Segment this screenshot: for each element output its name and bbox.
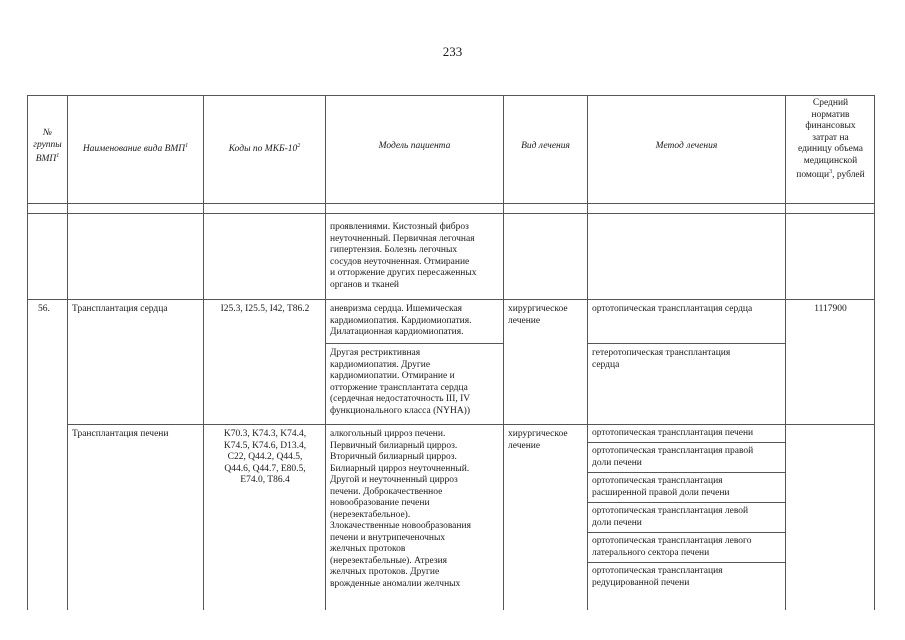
header-average-cost-tail: , рублей	[832, 170, 865, 181]
header-treatment-method-text: Метод лечения	[655, 141, 718, 151]
header-group-number-text: № группы ВМП	[33, 128, 62, 165]
treatment-method-liver-2: ортотопическая трансплантация правой доли печени	[592, 446, 754, 468]
treatment-method-liver-4: ортотопическая трансплантация левой доли печени	[592, 506, 749, 528]
vmp-name-liver: Трансплантация печени	[72, 429, 169, 439]
header-treatment-type-text: Вид лечения	[521, 141, 570, 151]
header-patient-model-text: Модель пациента	[378, 141, 451, 151]
method-divider	[587, 562, 785, 563]
header-patient-model	[326, 141, 503, 153]
header-average-cost	[786, 98, 875, 182]
header-vmp-name-text: Наименование вида ВМП	[82, 144, 186, 155]
patient-model-heart-2: Другая рестриктивная кардиомиопатия. Другие кардиомиопатии. Отмирание и отторжение трансплантата сердца (сердечная недостаточность III, IV функционального класса (NYHA))	[330, 348, 471, 416]
row-divider	[27, 299, 875, 300]
footnote-mark: 3	[829, 169, 833, 175]
footnote-mark: 1	[56, 153, 60, 159]
header-average-cost-text: Средний норматив финансовых затрат на единицу объема медицинской помощи	[796, 98, 864, 181]
header-icd-codes	[204, 141, 325, 156]
method-divider	[587, 472, 785, 473]
col-divider	[325, 95, 326, 610]
treatment-method-liver-5: ортотопическая трансплантация левого латерального сектора печени	[592, 536, 752, 558]
col-divider	[67, 95, 68, 610]
header-vmp-name	[68, 141, 203, 156]
average-cost-heart: 1117900	[814, 304, 847, 314]
col-divider	[203, 95, 204, 610]
treatment-method-heart-2: гетеротопическая трансплантация сердца	[592, 348, 731, 370]
group-number: 56.	[38, 304, 50, 314]
continuation-patient-model: проявлениями. Кистозный фиброз неуточненный. Первичная легочная гипертензия. Болезнь легочных сосудов неуточненная. Отмирание и отторжение других пересаженных органов и тканей	[330, 222, 477, 290]
treatment-method-liver-1: ортотопическая трансплантация печени	[592, 428, 754, 438]
row-divider	[67, 424, 875, 425]
method-divider	[587, 532, 785, 533]
treatment-method-liver-3: ортотопическая трансплантация расширенной правой доли печени	[592, 476, 730, 498]
icd-codes-liver: K70.3, K74.3, K74.4, K74.5, K74.6, D13.4, C22, Q44.2, Q44.5, Q44.6, Q44.7, E80.5, E74.0, T86.4	[223, 429, 307, 485]
header-treatment-type	[504, 141, 587, 153]
header-bottom-line	[27, 203, 875, 204]
footnote-mark: 2	[297, 143, 301, 149]
header-subline	[27, 213, 875, 214]
patient-model-liver: алкогольный цирроз печени. Первичный билиарный цирроз. Вторичный билиарный цирроз. Билиарный цирроз неуточненный. Другой и неуточненный цирроз печени. Доброкачественное новообразование печени (нерезектабельное). Злокачественные новообразования печени и внутрипеченочных желчных протоков (нерезектабельные). Атрезия желчных протоков. Другие врожденные аномалии желчных	[330, 429, 471, 589]
col-divider	[503, 95, 504, 610]
method-divider	[587, 442, 785, 443]
row-divider	[587, 343, 785, 344]
header-icd-codes-text: Коды по МКБ-10	[228, 144, 298, 155]
row-divider	[325, 343, 503, 344]
header-group-number	[28, 128, 67, 166]
treatment-method-liver-6: ортотопическая трансплантация редуцированной печени	[592, 566, 723, 588]
icd-codes-heart: I25.3, I25.5, I42, T86.2	[220, 304, 310, 314]
footnote-mark: 1	[185, 143, 189, 149]
header-treatment-method	[588, 141, 785, 153]
treatment-method-heart-1: ортотопическая трансплантация сердца	[592, 304, 753, 314]
patient-model-heart-1: аневризма сердца. Ишемическая кардиомиопатия. Кардиомиопатия. Дилатационная кардиомиопатия.	[330, 304, 472, 337]
vmp-name-heart: Трансплантация сердца	[72, 304, 168, 314]
page-number: 233	[442, 44, 463, 59]
method-divider	[587, 502, 785, 503]
treatment-type-heart: хирургическое лечение	[508, 304, 568, 326]
treatment-type-liver: хирургическое лечение	[508, 429, 568, 451]
